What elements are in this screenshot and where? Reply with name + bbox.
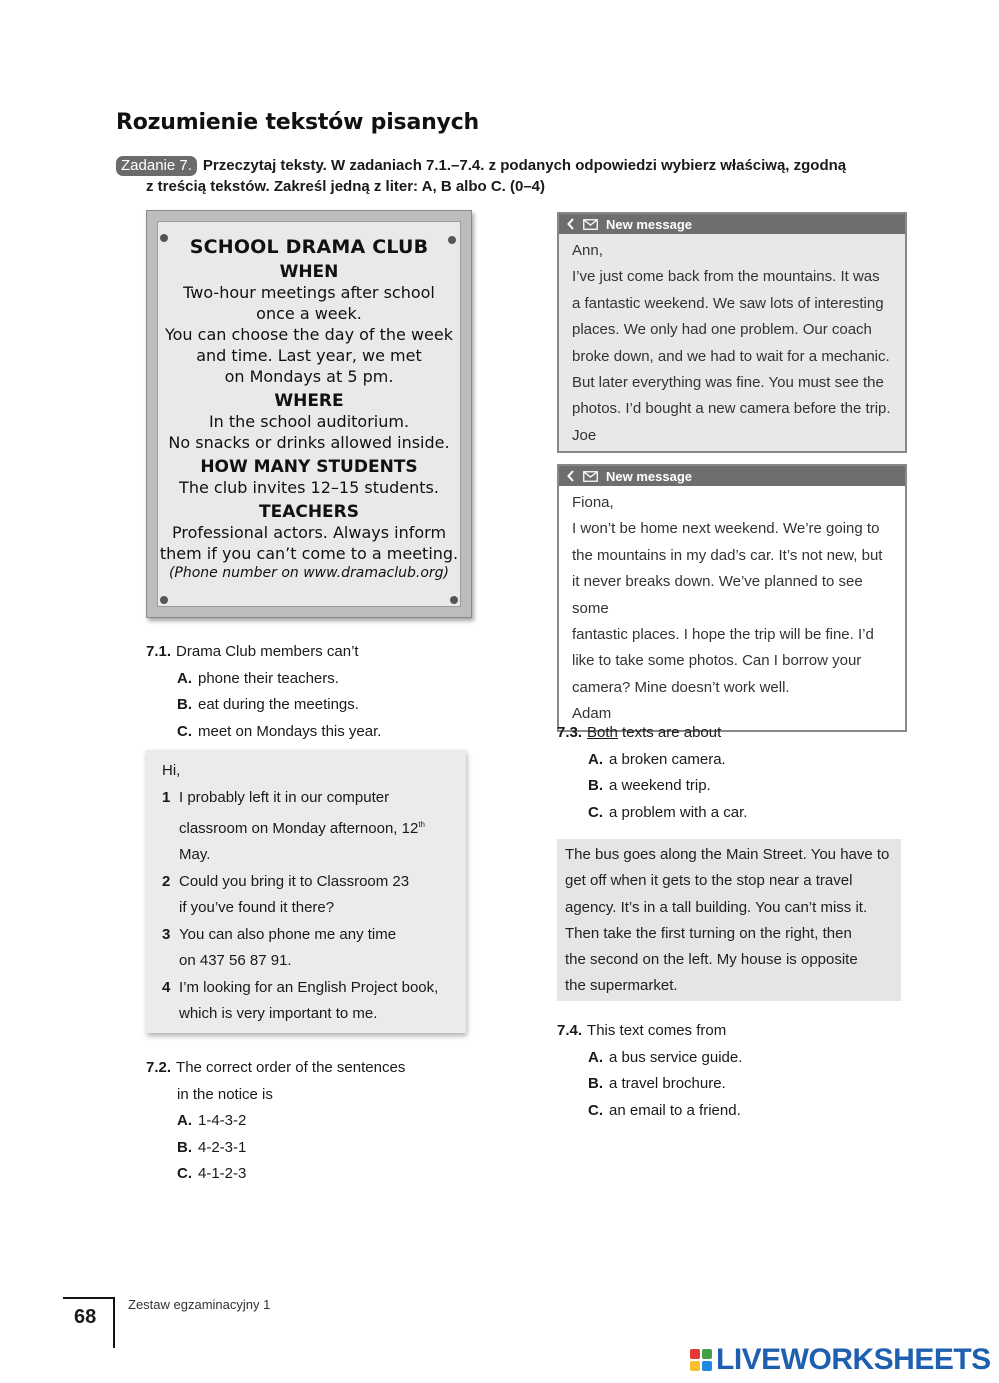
envelope-icon [583, 219, 598, 230]
message-line: But later everything was fine. You must see the [572, 374, 884, 392]
message-line: the mountains in my dad’s car. It’s not new, but [572, 546, 883, 564]
drama-club-poster [146, 210, 472, 618]
option-letter: C. [177, 1165, 192, 1182]
poster-when-heading: WHEN [279, 262, 339, 282]
question-number: 7.3. [557, 724, 583, 741]
option-letter: B. [177, 696, 192, 713]
message-line: places. We only had one problem. Our coach [572, 321, 872, 339]
question-stem: Drama Club members can’t [176, 643, 359, 660]
message-line: Ann, [572, 242, 603, 259]
option-text: 4-2-3-1 [198, 1138, 247, 1156]
directions-text [557, 839, 901, 1001]
option-letter: B. [588, 1075, 603, 1092]
text-line: Then take the first turning on the right, then [565, 924, 852, 942]
option-letter: C. [588, 1101, 603, 1119]
list-item [162, 975, 462, 1028]
task-badge: Zadanie 7. [116, 156, 197, 176]
message-1 [557, 212, 907, 453]
pin-icon [448, 236, 456, 244]
text-line: the second on the left. My house is opposite [565, 951, 858, 969]
poster-sheet [157, 221, 461, 607]
poster-when-line: You can choose the day of the week [164, 325, 454, 344]
pin-icon [450, 596, 458, 604]
message-line: it never breaks down. We’ve planned to see some [572, 573, 863, 617]
question-number: 7.2. [146, 1059, 172, 1076]
text-line: get off when it gets to the stop near a travel [565, 872, 853, 890]
poster-teachers-line: Professional actors. Always inform [171, 523, 447, 542]
text-line: The bus goes along the Main Street. You have to [565, 846, 890, 863]
poster-where-heading: WHERE [274, 391, 344, 411]
message-line: broke down, and we had to wait for a mechanic. [572, 347, 890, 365]
task-instructions [116, 155, 896, 197]
chevron-left-icon [567, 470, 575, 482]
poster-teachers-heading: TEACHERS [258, 502, 360, 522]
option-text: a travel brochure. [609, 1075, 726, 1092]
message-line: I won’t be home next weekend. We’re going to [572, 520, 880, 538]
question-number: 7.1. [146, 643, 172, 660]
poster-students-heading: HOW MANY STUDENTS [200, 457, 418, 477]
poster-when-line: on Mondays at 5 pm. [224, 367, 394, 386]
logo-square [702, 1361, 712, 1371]
option-c[interactable] [146, 1161, 506, 1188]
message-body [559, 486, 905, 730]
sentence-line: I probably left it in our computer [179, 789, 390, 806]
option-b[interactable] [146, 1135, 506, 1162]
list-item [162, 922, 462, 975]
text-line: agency. It’s in a tall building. You can’t miss it. [565, 898, 868, 916]
option-b[interactable] [557, 1071, 897, 1098]
sentence-line: which is very important to me. [179, 1005, 378, 1022]
question-7-4 [557, 1018, 897, 1124]
option-b[interactable] [146, 692, 506, 719]
message-line: I’ve just come back from the mountains. It was [572, 268, 880, 286]
poster-teachers-line: them if you can’t come to a meeting. [159, 544, 459, 563]
option-letter: A. [588, 1048, 603, 1066]
message-line: Adam [572, 705, 612, 723]
message-2 [557, 464, 907, 732]
option-text: eat during the meetings. [198, 696, 359, 713]
logo-square [702, 1349, 712, 1359]
sentence-line: on 437 56 87 91. [179, 952, 292, 969]
option-letter: A. [177, 669, 192, 687]
option-c[interactable] [557, 1098, 897, 1125]
question-stem-cont: in the notice is [177, 1085, 273, 1103]
envelope-icon [583, 471, 598, 482]
liveworksheets-logo[interactable] [690, 1344, 991, 1376]
logo-square [690, 1349, 700, 1359]
question-number: 7.4. [557, 1022, 583, 1039]
option-letter: A. [177, 1112, 192, 1129]
option-text: meet on Mondays this year. [198, 722, 382, 740]
option-text: 1-4-3-2 [198, 1112, 247, 1129]
option-text: an email to a friend. [609, 1101, 741, 1119]
poster-title: SCHOOL DRAMA CLUB [189, 236, 429, 258]
sentence-line: if you’ve found it there? [179, 899, 335, 916]
option-text: phone their teachers. [198, 669, 339, 687]
note-greeting: Hi, [162, 762, 181, 779]
task-line-2: z treścią tekstów. Zakreśl jedną z liter: A, B albo C. (0–4) [146, 178, 546, 195]
sentence-line: classroom on Monday afternoon, 12 [179, 819, 419, 837]
sentence-line: I’m looking for an English Project book, [179, 978, 439, 996]
page-title: Rozumienie tekstów pisanych [116, 110, 480, 135]
task-line-1: Przeczytaj teksty. W zadaniach 7.1.–7.4. z podanych odpowiedzi wybierz właściwą, zgodną [202, 157, 847, 174]
pin-icon [160, 596, 168, 604]
option-letter: B. [588, 777, 603, 794]
message-header-label: New message [606, 468, 692, 484]
note-sentences [162, 785, 462, 1028]
chevron-left-icon [567, 218, 575, 230]
footer-divider [63, 1297, 115, 1299]
option-letter: A. [588, 750, 603, 768]
logo-text: LIVEWORKSHEETS [716, 1343, 991, 1376]
option-a[interactable] [557, 747, 897, 774]
message-line: like to take some photos. Can I borrow your [572, 652, 862, 670]
logo-squares-icon [690, 1349, 712, 1371]
option-text: a bus service guide. [609, 1048, 743, 1066]
message-line: a fantastic weekend. We saw lots of interesting [572, 294, 884, 312]
poster-phone-note: (Phone number on www.dramaclub.org) [168, 565, 450, 581]
footer-label: Zestaw egzaminacyjny 1 [128, 1297, 271, 1312]
option-a[interactable] [146, 666, 506, 693]
option-text: a problem with a car. [609, 803, 748, 821]
option-text: 4-1-2-3 [198, 1165, 247, 1182]
sentence-number: 1 [162, 789, 171, 806]
list-item [162, 785, 462, 869]
question-stem: This text comes from [587, 1022, 727, 1039]
option-text: a broken camera. [609, 750, 726, 768]
text-line: the supermarket. [565, 977, 678, 995]
poster-when-line: Two-hour meetings after school [183, 283, 435, 302]
sentence-number: 2 [162, 872, 171, 890]
option-letter: C. [588, 803, 603, 821]
option-c[interactable] [146, 719, 506, 746]
option-text: a weekend trip. [609, 777, 711, 794]
notice-note [146, 750, 466, 1033]
sentence-line: Could you bring it to Classroom 23 [179, 872, 410, 890]
page-number: 68 [74, 1306, 97, 1328]
question-7-2 [146, 1055, 506, 1188]
question-7-1 [146, 639, 506, 745]
message-body [559, 234, 905, 451]
sentence-line: You can also phone me any time [179, 925, 397, 943]
sentence-number: 4 [162, 978, 171, 996]
option-letter: B. [177, 1138, 192, 1156]
message-line: photos. I’d bought a new camera before the trip. [572, 400, 891, 418]
logo-square [690, 1361, 700, 1371]
message-line: Fiona, [572, 494, 614, 511]
option-letter: C. [177, 722, 192, 740]
sentence-number: 3 [162, 925, 171, 943]
question-stem-emphasis: Both [587, 724, 618, 741]
message-header [559, 214, 905, 234]
poster-where-line: In the school auditorium. [208, 412, 410, 431]
poster-when-line: and time. Last year, we met [196, 346, 422, 365]
message-line: camera? Mine doesn’t work well. [572, 678, 790, 696]
option-c[interactable] [557, 800, 897, 827]
list-item [162, 869, 462, 922]
sentence-line: May. [179, 846, 211, 863]
option-a[interactable] [146, 1108, 506, 1135]
message-line: Joe [572, 426, 597, 444]
footer-divider-vertical [113, 1297, 115, 1348]
option-b[interactable] [557, 773, 897, 800]
question-stem: texts are about [617, 724, 722, 741]
poster-where-line: No snacks or drinks allowed inside. [168, 433, 450, 452]
question-7-3 [557, 720, 897, 826]
message-header [559, 466, 905, 486]
poster-when-line: once a week. [256, 304, 362, 323]
poster-students-line: The club invites 12–15 students. [179, 478, 439, 497]
question-stem: The correct order of the sentences [176, 1059, 406, 1076]
option-a[interactable] [557, 1045, 897, 1072]
ordinal-suffix: th [418, 819, 425, 829]
message-header-label: New message [606, 216, 692, 232]
message-line: fantastic places. I hope the trip will be fine. I’d [572, 626, 874, 644]
pin-icon [160, 234, 168, 242]
